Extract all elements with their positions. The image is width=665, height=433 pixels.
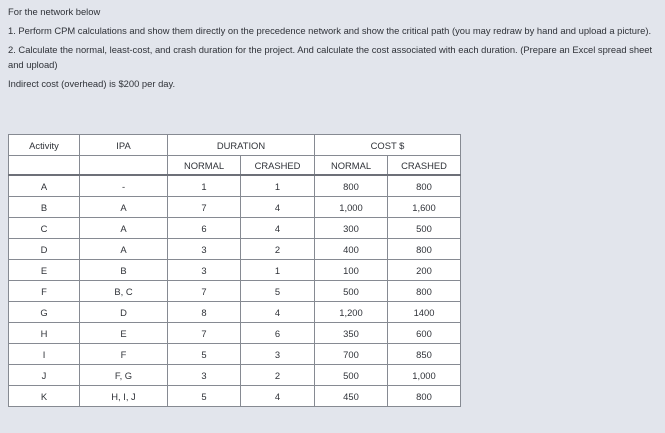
cell-activity: B <box>9 197 80 218</box>
table-row <box>9 175 461 197</box>
cell-duration-crashed: 1 <box>241 260 315 281</box>
cell-cost-normal: 1,000 <box>315 197 388 218</box>
cell-ipa: H, I, J <box>80 386 168 407</box>
cell-cost-crashed: 1400 <box>388 302 461 323</box>
cell-ipa: F, G <box>80 365 168 386</box>
cell-cost-crashed: 1,600 <box>388 197 461 218</box>
question-2: 2. Calculate the normal, least-cost, and crash duration for the project. And calculate the cost associated with each duration. (Prepare an Excel spread sheet and upload) <box>8 44 653 70</box>
cell-cost-normal: 350 <box>315 323 388 344</box>
cell-cost-normal: 800 <box>315 175 388 197</box>
cell-ipa: A <box>80 197 168 218</box>
table-row <box>9 302 461 323</box>
cell-cost-normal: 700 <box>315 344 388 365</box>
activity-table-body <box>9 175 461 407</box>
cell-duration-normal: 6 <box>168 218 241 239</box>
cell-ipa: F <box>80 344 168 365</box>
cell-duration-crashed: 2 <box>241 365 315 386</box>
table-row <box>9 197 461 218</box>
cell-duration-normal: 8 <box>168 302 241 323</box>
cell-duration-crashed: 4 <box>241 302 315 323</box>
header-activity: Activity <box>9 135 80 156</box>
cell-activity: E <box>9 260 80 281</box>
activity-table <box>8 134 461 407</box>
cell-duration-normal: 7 <box>168 323 241 344</box>
header-activity-blank <box>9 156 80 176</box>
cell-cost-crashed: 200 <box>388 260 461 281</box>
cell-duration-crashed: 5 <box>241 281 315 302</box>
cell-duration-crashed: 4 <box>241 218 315 239</box>
cell-cost-crashed: 800 <box>388 175 461 197</box>
cell-duration-normal: 5 <box>168 386 241 407</box>
cell-ipa: E <box>80 323 168 344</box>
cell-ipa: A <box>80 218 168 239</box>
instructions-heading: For the network below <box>8 6 101 17</box>
activity-table-container <box>8 134 461 407</box>
cell-duration-normal: 5 <box>168 344 241 365</box>
cell-ipa: A <box>80 239 168 260</box>
header-cost-crashed: CRASHED <box>388 156 461 176</box>
cell-duration-crashed: 4 <box>241 197 315 218</box>
question-1: 1. Perform CPM calculations and show them directly on the precedence network and show the critical path (you may redraw by hand and upload a picture). <box>8 25 652 36</box>
cell-duration-normal: 3 <box>168 260 241 281</box>
cell-activity: H <box>9 323 80 344</box>
cell-ipa: - <box>80 175 168 197</box>
cell-duration-normal: 7 <box>168 281 241 302</box>
cell-activity: G <box>9 302 80 323</box>
header-duration: DURATION <box>168 135 315 156</box>
table-row <box>9 281 461 302</box>
cell-cost-crashed: 850 <box>388 344 461 365</box>
cell-duration-crashed: 2 <box>241 239 315 260</box>
header-duration-normal: NORMAL <box>168 156 241 176</box>
cell-cost-normal: 500 <box>315 365 388 386</box>
cell-cost-normal: 100 <box>315 260 388 281</box>
cell-duration-crashed: 4 <box>241 386 315 407</box>
cell-cost-crashed: 600 <box>388 323 461 344</box>
table-row <box>9 344 461 365</box>
cell-duration-crashed: 6 <box>241 323 315 344</box>
cell-cost-normal: 400 <box>315 239 388 260</box>
header-ipa: IPA <box>80 135 168 156</box>
cell-activity: A <box>9 175 80 197</box>
cell-activity: J <box>9 365 80 386</box>
cell-duration-normal: 1 <box>168 175 241 197</box>
table-row <box>9 365 461 386</box>
cell-cost-normal: 300 <box>315 218 388 239</box>
cell-cost-crashed: 500 <box>388 218 461 239</box>
cell-ipa: B <box>80 260 168 281</box>
cell-cost-normal: 500 <box>315 281 388 302</box>
table-row <box>9 260 461 281</box>
overhead-note: Indirect cost (overhead) is $200 per day. <box>8 78 176 89</box>
header-cost: COST $ <box>315 135 461 156</box>
header-cost-normal: NORMAL <box>315 156 388 176</box>
table-row <box>9 239 461 260</box>
table-row <box>9 218 461 239</box>
cell-cost-normal: 450 <box>315 386 388 407</box>
table-row <box>9 323 461 344</box>
cell-ipa: B, C <box>80 281 168 302</box>
cell-cost-normal: 1,200 <box>315 302 388 323</box>
cell-cost-crashed: 800 <box>388 239 461 260</box>
cell-activity: D <box>9 239 80 260</box>
cell-duration-normal: 7 <box>168 197 241 218</box>
cell-ipa: D <box>80 302 168 323</box>
cell-duration-crashed: 1 <box>241 175 315 197</box>
cell-activity: I <box>9 344 80 365</box>
cell-cost-crashed: 800 <box>388 386 461 407</box>
cell-duration-crashed: 3 <box>241 344 315 365</box>
instructions <box>8 4 658 91</box>
header-ipa-blank <box>80 156 168 176</box>
cell-duration-normal: 3 <box>168 239 241 260</box>
header-duration-crashed: CRASHED <box>241 156 315 176</box>
cell-activity: C <box>9 218 80 239</box>
cell-activity: F <box>9 281 80 302</box>
cell-cost-crashed: 800 <box>388 281 461 302</box>
cell-cost-crashed: 1,000 <box>388 365 461 386</box>
cell-duration-normal: 3 <box>168 365 241 386</box>
table-row <box>9 386 461 407</box>
cell-activity: K <box>9 386 80 407</box>
